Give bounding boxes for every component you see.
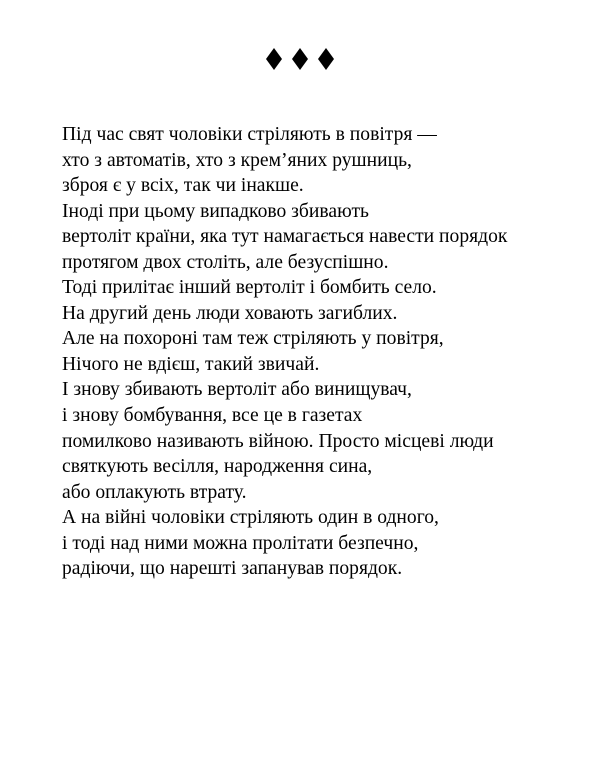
poem-line: Тоді прилітає інший вертоліт і бомбить село. bbox=[62, 277, 437, 299]
poem-line: Але на похороні там теж стріляють у повітря, bbox=[62, 328, 444, 350]
poem-line: протягом двох століть, але безуспішно. bbox=[62, 251, 389, 273]
poem-line: помилково називають війною. Просто місцеві люди bbox=[62, 430, 494, 452]
poem-line: Під час свят чоловіки стріляють в повітря — bbox=[62, 124, 437, 145]
poem-line: зброя є у всіх, так чи інакше. bbox=[62, 175, 304, 197]
poem-line: святкують весілля, народження сина, bbox=[62, 456, 373, 478]
poem-line: і тоді над ними можна пролітати безпечно, bbox=[62, 532, 419, 554]
poem-line: А на війні чоловіки стріляють один в одного, bbox=[62, 507, 439, 529]
poem-line: Нічого не вдієш, такий звичай. bbox=[62, 353, 320, 375]
diamond-icon bbox=[292, 48, 308, 70]
poem-line: хто з автоматів, хто з крем’яних рушниць, bbox=[62, 149, 412, 171]
poem-text bbox=[62, 122, 582, 582]
poem-line: І знову збивають вертоліт або винищувач, bbox=[62, 379, 412, 401]
section-divider-ornament bbox=[0, 48, 600, 70]
poem-line: Іноді при цьому випадково збивають bbox=[62, 200, 369, 222]
poem-line: радіючи, що нарешті запанував порядок. bbox=[62, 558, 403, 580]
poem-line: вертоліт країни, яка тут намагається навести порядок bbox=[62, 226, 508, 248]
diamond-icon bbox=[266, 48, 282, 70]
diamond-icon bbox=[318, 48, 334, 70]
poem-line: і знову бомбування, все це в газетах bbox=[62, 405, 363, 427]
poem-line: На другий день люди ховають загиблих. bbox=[62, 302, 398, 324]
poem-line: або оплакують втрату. bbox=[62, 481, 247, 503]
